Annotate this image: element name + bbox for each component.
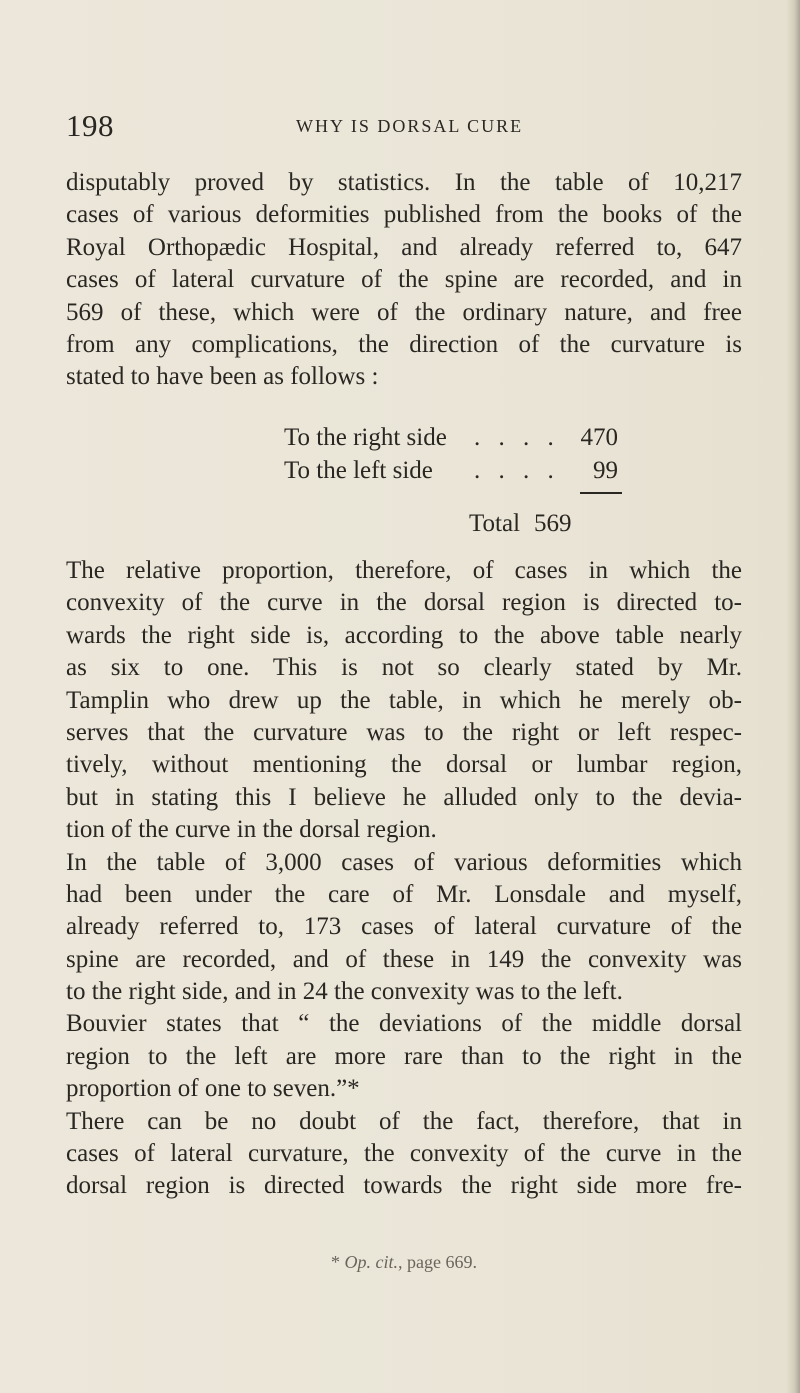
text-line: but in stating this I believe he alluded only to the devia- bbox=[66, 783, 742, 811]
page-number: 198 bbox=[66, 108, 114, 143]
text-line: already referred to, 173 cases of lateral curvature of the bbox=[66, 913, 742, 941]
table-row-leader: . . . . bbox=[474, 457, 560, 484]
paragraph-4 bbox=[66, 1008, 742, 1105]
table-row-label: To the left side bbox=[284, 457, 433, 484]
text-line: There can be no doubt of the fact, therefore, that in bbox=[66, 1107, 742, 1135]
text-line: The relative proportion, therefore, of cases in which the bbox=[66, 557, 742, 584]
text-line: Tamplin who drew up the table, in which he merely ob- bbox=[66, 686, 742, 714]
text-line: had been under the care of Mr. Lonsdale and myself, bbox=[66, 880, 742, 908]
paragraph-3 bbox=[66, 847, 742, 1009]
total-value: 569 bbox=[534, 510, 572, 537]
text-after-table bbox=[66, 555, 742, 1272]
running-head: WHY IS DORSAL CURE bbox=[296, 116, 524, 136]
table-row-left bbox=[284, 455, 624, 487]
total-rule bbox=[580, 492, 622, 494]
paragraph-1 bbox=[66, 167, 742, 394]
text-line: proportion of one to seven.”* bbox=[66, 1075, 360, 1103]
text-line: Royal Orthopædic Hospital, and already referred to, 647 bbox=[66, 233, 742, 261]
table-row-label: To the right side bbox=[284, 424, 447, 451]
total-label: Total bbox=[469, 510, 521, 537]
text-line: spine are recorded, and of these in 149 the convexity was bbox=[66, 945, 742, 973]
table-row-value: 470 bbox=[580, 424, 618, 451]
text-line: 569 of these, which were of the ordinary nature, and free bbox=[66, 298, 742, 326]
text-line: In the table of 3,000 cases of various deformities which bbox=[66, 848, 742, 876]
paragraph-5 bbox=[66, 1106, 742, 1203]
table-row-right bbox=[284, 422, 624, 454]
text-line: tively, without mentioning the dorsal or lumbar region, bbox=[66, 751, 742, 779]
page-edge-shadow bbox=[786, 0, 800, 1393]
text-line: cases of lateral curvature, the convexity of the curve in the bbox=[66, 1140, 742, 1168]
footnote bbox=[66, 1252, 742, 1273]
text-line: as six to one. This is not so clearly stated by Mr. bbox=[66, 654, 742, 682]
text-line: from any complications, the direction of the curvature is bbox=[66, 330, 742, 358]
paragraph-2 bbox=[66, 555, 742, 847]
table-row-value: 99 bbox=[593, 457, 618, 484]
footnote-page: page 669. bbox=[407, 1252, 477, 1272]
body-text bbox=[66, 167, 742, 1272]
text-line: serves that the curvature was to the right or left respec- bbox=[66, 718, 742, 746]
text-line: cases of lateral curvature of the spine are recorded, and in bbox=[66, 266, 742, 294]
text-line: Bouvier states that “ the deviations of the middle dorsal bbox=[66, 1010, 742, 1038]
text-line: cases of various deformities published from the books of the bbox=[66, 201, 742, 229]
table-total-row bbox=[469, 508, 572, 540]
text-line: disputably proved by statistics. In the table of 10,217 bbox=[66, 169, 742, 196]
page-header bbox=[66, 106, 742, 146]
text-line: wards the right side is, according to the above table nearly bbox=[66, 621, 742, 649]
footnote-marker: * bbox=[331, 1252, 340, 1272]
footnote-citation: Op. cit., bbox=[344, 1252, 403, 1272]
text-line: dorsal region is directed towards the right side more fre- bbox=[66, 1172, 742, 1200]
text-line: stated to have been as follows : bbox=[66, 363, 379, 391]
text-line: region to the left are more rare than to the right in the bbox=[66, 1042, 742, 1070]
text-line: tion of the curve in the dorsal region. bbox=[66, 816, 437, 844]
text-line: to the right side, and in 24 the convexity was to the left. bbox=[66, 978, 623, 1006]
text-line: convexity of the curve in the dorsal region is directed to- bbox=[66, 589, 742, 617]
table-row-leader: . . . . bbox=[474, 424, 560, 451]
